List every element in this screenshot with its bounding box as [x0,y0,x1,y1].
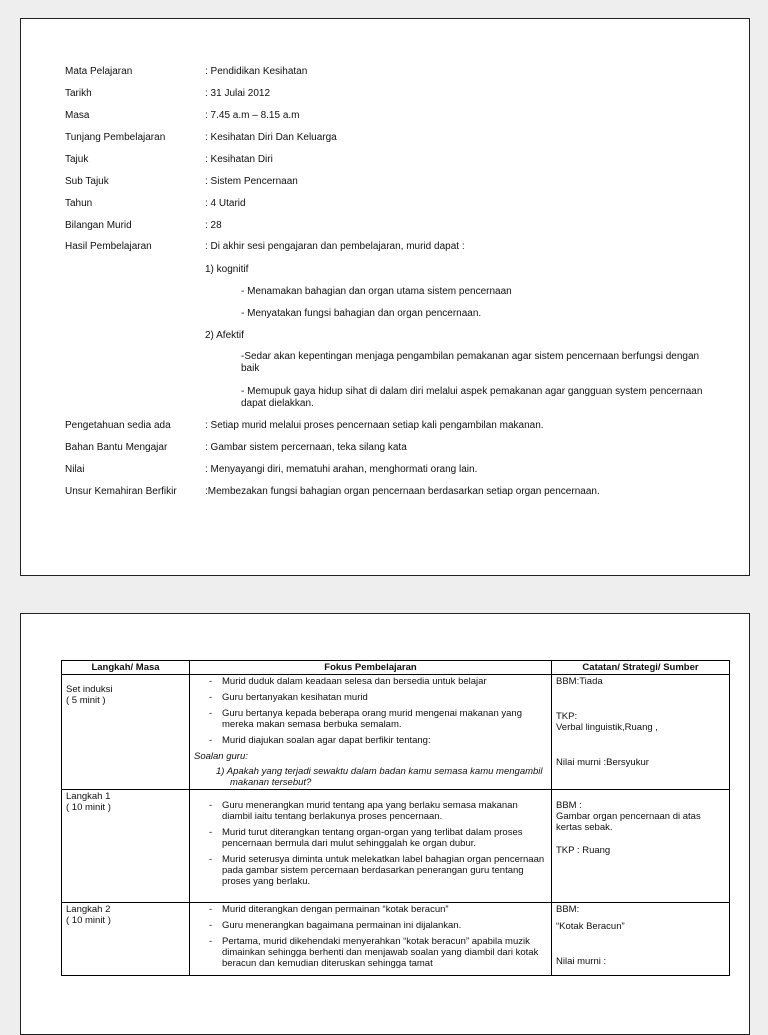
table-header-row [62,661,730,675]
bbm-label: BBM : [556,800,582,811]
field-label: Tajuk [65,154,89,165]
afektif-item: -Sedar akan kepentingan menjaga pengambilan pemakanan agar sistem pencernaan berfungsi dengan baik [241,351,700,374]
field-label: Tarikh [65,88,92,99]
list-item: - Murid duduk dalam keadaan selesa dan bersedia untuk belajar [194,676,547,687]
kognitif-item: - Menamakan bahagian dan organ utama sistem pencernaan [241,286,512,297]
soalan-item: 1) Apakah yang terjadi sewaktu dalam badan kamu semasa kamu mengambil makanan tersebut? [216,766,543,788]
bbm-text: BBM:Tiada [556,676,603,687]
list-item: - Murid diterangkan dengan permainan “kotak beracun” [194,904,547,915]
field-label: Tahun [65,198,93,209]
header-fokus: Fokus Pembelajaran [190,661,552,675]
nilai-text: Nilai murni :Bersyukur [556,757,649,768]
field-value: : Gambar sistem percernaan, teka silang kata [205,442,407,453]
field-value: : Setiap murid melalui proses pencernaan setiap kali pengambilan makanan. [205,420,544,431]
bbm-text: Gambar organ pencernaan di atas kertas sebak. [556,811,701,833]
list-item: - Guru menerangkan murid tentang apa yang berlaku semasa makanan diambil iaitu tentang berlakunya proses pencernaan. [194,800,547,822]
afektif-heading: 2) Afektif [205,330,244,341]
tkp-text: TKP : Ruang [556,845,611,856]
list-item: - Murid diajukan soalan agar dapat berfikir tentang: [194,735,547,746]
field-label: Sub Tajuk [65,176,109,187]
field-value: : 28 [205,220,222,231]
field-value: : Pendidikan Kesihatan [205,66,308,77]
step-label: Set induksi [66,684,113,695]
list-item: - Murid turut diterangkan tentang organ-organ yang terlibat dalam proses pencernaan bermula dari mulut sehinggalah ke organ dubur. [194,827,547,849]
list-item: - Guru menerangkan bagaimana permainan ini dijalankan. [194,920,547,931]
field-value: : Sistem Pencernaan [205,176,298,187]
field-value: : 7.45 a.m – 8.15 a.m [205,110,300,121]
field-label: Bahan Bantu Mengajar [65,442,168,453]
tkp-label: TKP: [556,711,578,722]
step-label: Langkah 2 [66,904,111,915]
bbm-text: “Kotak Beracun” [556,921,625,932]
field-label: Hasil Pembelajaran [65,241,152,252]
field-value: : Di akhir sesi pengajaran dan pembelajaran, murid dapat : [205,241,465,252]
table-row-langkah-2 [62,903,730,976]
field-value: : Kesihatan Diri Dan Keluarga [205,132,337,143]
header-langkah: Langkah/ Masa [62,661,190,675]
lesson-plan-table [61,660,730,976]
list-item: - Murid seterusya diminta untuk melekatkan label bahagian organ pencernaan pada gambar sistem percernaan berdasarkan penerangan guru tentang proses yang berlaku. [194,854,547,887]
document-page-2 [20,613,750,1035]
table-row-set-induksi [62,675,730,790]
field-label: Masa [65,110,90,121]
afektif-item: - Memupuk gaya hidup sihat di dalam diri melalui aspek pemakanan agar gangguan system pencernaan dapat dielakkan. [241,386,703,409]
step-time: ( 10 minit ) [66,802,111,813]
document-page-1 [20,18,750,576]
field-value: : 31 Julai 2012 [205,88,271,99]
nilai-text: Nilai murni : [556,956,607,967]
field-label: Unsur Kemahiran Berfikir [65,486,177,497]
field-value: : 4 Utarid [205,198,246,209]
tkp-text: Verbal linguistik,Ruang , [556,722,658,733]
list-item: - Guru bertanyakan kesihatan murid [194,692,547,703]
table-row-langkah-1 [62,790,730,903]
bbm-label: BBM: [556,904,580,915]
field-value: : Kesihatan Diri [205,154,273,165]
field-value: : Menyayangi diri, mematuhi arahan, menghormati orang lain. [205,464,478,475]
field-value: :Membezakan fungsi bahagian organ pencernaan berdasarkan setiap organ pencernaan. [205,486,600,497]
field-label: Bilangan Murid [65,220,132,231]
kognitif-item: - Menyatakan fungsi bahagian dan organ pencernaan. [241,308,482,319]
step-label: Langkah 1 [66,791,111,802]
field-label: Mata Pelajaran [65,66,133,77]
field-label: Pengetahuan sedia ada [65,420,171,431]
step-time: ( 10 minit ) [66,915,111,926]
list-item: - Guru bertanya kepada beberapa orang murid mengenai makanan yang mereka makan semasa berbuka semalam. [194,708,547,730]
soalan-label: Soalan guru: [194,751,248,762]
header-catatan: Catatan/ Strategi/ Sumber [552,661,730,675]
field-label: Tunjang Pembelajaran [65,132,166,143]
kognitif-heading: 1) kognitif [205,264,249,275]
list-item: - Pertama, murid dikehendaki menyerahkan “kotak beracun” apabila muzik dimainkan sehingga berhenti dan menjawab soalan yang diambil dari kotak beracun dan kemudian diteruskan sehingga tamat [194,936,547,969]
field-label: Nilai [65,464,85,475]
step-time: ( 5 minit ) [66,695,106,706]
